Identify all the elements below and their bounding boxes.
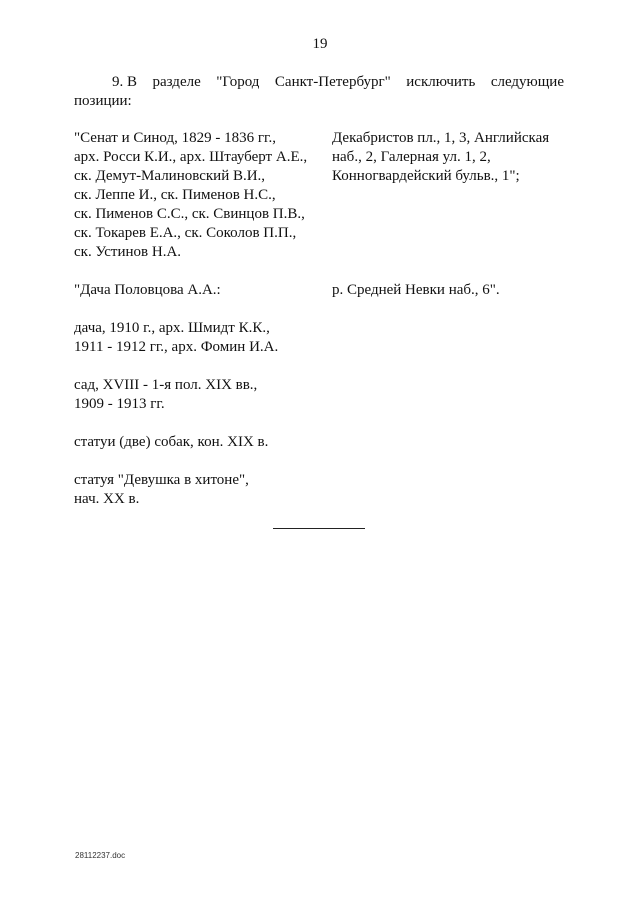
sub-item-line: сад, XVIII - 1-я пол. XIX вв.,	[74, 377, 258, 393]
intro-word: исключить	[406, 74, 476, 90]
entry-line: "Сенат и Синод, 1829 - 1836 гг.,	[74, 130, 276, 146]
sub-item-line: 1909 - 1913 гг.	[74, 396, 165, 412]
sub-item-line: 1911 - 1912 гг., арх. Фомин И.А.	[74, 339, 279, 355]
sub-item-garden	[74, 376, 574, 414]
entry-address	[332, 281, 574, 300]
intro-word: 9. В	[112, 74, 138, 90]
address-line: Конногвардейский бульв., 1";	[332, 168, 520, 184]
exclusion-list	[74, 129, 574, 528]
intro-word: "Город	[216, 74, 260, 90]
entry-line: ск. Токарев Е.А., ск. Соколов П.П.,	[74, 225, 297, 241]
intro-line-2: позиции:	[74, 93, 132, 109]
footer-file-name: 28112237.doc	[75, 851, 126, 860]
sub-item-girl-statue	[74, 471, 574, 509]
sub-item-line: дача, 1910 г., арх. Шмидт К.К.,	[74, 320, 270, 336]
intro-paragraph	[74, 73, 564, 111]
entry-address	[332, 129, 574, 262]
entry-polovtsov-dacha	[74, 281, 574, 300]
entry-senate-synod	[74, 129, 574, 262]
sub-item-line: нач. XX в.	[74, 491, 140, 507]
page-number: 19	[312, 36, 328, 52]
end-separator-line	[273, 528, 365, 529]
sub-item-dog-statues	[74, 433, 574, 452]
intro-line-1	[74, 73, 564, 92]
address-line: р. Средней Невки наб., 6".	[332, 282, 500, 298]
entry-line: ск. Леппе И., ск. Пименов Н.С.,	[74, 187, 276, 203]
intro-word: разделе	[152, 74, 201, 90]
address-line: Декабристов пл., 1, 3, Английская	[332, 130, 550, 146]
entry-line: арх. Росси К.И., арх. Штауберт А.Е.,	[74, 149, 308, 165]
entry-line: ск. Пименов С.С., ск. Свинцов П.В.,	[74, 206, 305, 222]
intro-word: Санкт-Петербург"	[274, 74, 391, 90]
entry-object-description	[74, 281, 332, 300]
sub-item-line: статуя "Девушка в хитоне",	[74, 472, 249, 488]
address-line: наб., 2, Галерная ул. 1, 2,	[332, 149, 491, 165]
entry-line: ск. Устинов Н.А.	[74, 244, 182, 260]
entry-object-description	[74, 129, 332, 262]
intro-word: следующие	[490, 74, 564, 90]
entry-line: ск. Демут-Малиновский В.И.,	[74, 168, 266, 184]
sub-item-dacha	[74, 319, 574, 357]
sub-item-line: статуи (две) собак, кон. XIX в.	[74, 434, 269, 450]
entry-line: "Дача Половцова А.А.:	[74, 282, 221, 298]
